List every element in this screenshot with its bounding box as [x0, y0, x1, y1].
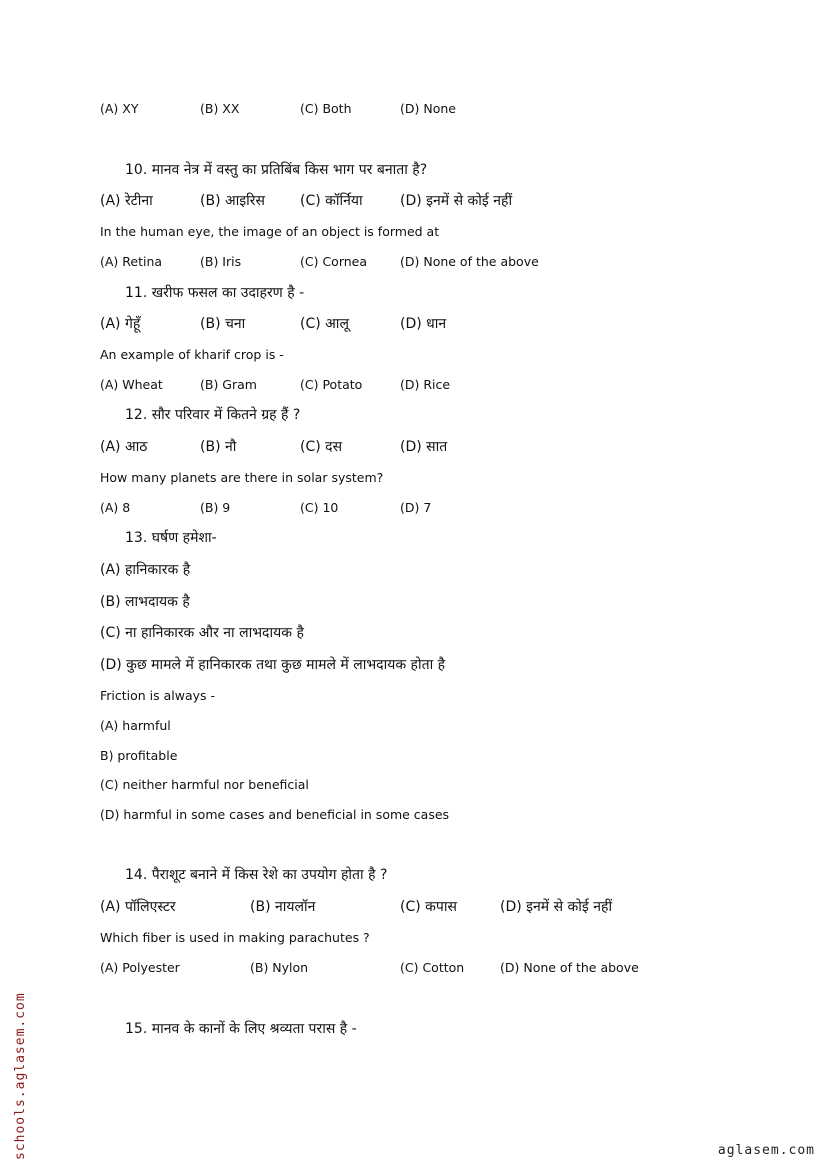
q13-hindi-option-a: (A) हानिकारक है: [100, 562, 191, 578]
q12-hindi-option-c: (C) दस: [300, 439, 343, 455]
q14-hindi-option-b: (B) नायलॉन: [250, 899, 316, 915]
q14-hindi-option-c: (C) कपास: [400, 899, 457, 915]
q9-option-c: (C) Both: [300, 101, 352, 116]
q13-english-option-a: (A) harmful: [100, 718, 171, 733]
q11-english-option-b: (B) Gram: [200, 377, 257, 392]
q10-hindi-option-c: (C) कॉर्निया: [300, 193, 363, 209]
q11-hindi-option-c: (C) आलू: [300, 316, 349, 332]
q12-hindi-question: 12. सौर परिवार में कितने ग्रह हैं ?: [125, 407, 301, 423]
q14-english-option-d: (D) None of the above: [500, 960, 639, 975]
q10-hindi-options: [100, 191, 700, 211]
q10-hindi-option-a: (A) रेटीना: [100, 193, 153, 209]
q10-hindi-question: 10. मानव नेत्र में वस्तु का प्रतिबिंब किस भाग पर बनाता है?: [125, 162, 428, 178]
q15-hindi-question: 15. मानव के कानों के लिए श्रव्यता परास है -: [125, 1021, 357, 1037]
q14-hindi-options: [100, 897, 700, 917]
q10-english-option-d: (D) None of the above: [400, 254, 539, 269]
q10-english-option-c: (C) Cornea: [300, 254, 368, 269]
q11-english-option-d: (D) Rice: [400, 377, 451, 392]
q13-english-question: Friction is always -: [100, 688, 216, 703]
q14-english-option-b: (B) Nylon: [250, 960, 309, 975]
q12-hindi-option-a: (A) आठ: [100, 439, 148, 455]
q13-english-option-d: (D) harmful in some cases and beneficial in some cases: [100, 807, 450, 822]
q14-hindi-option-d: (D) इनमें से कोई नहीं: [500, 899, 613, 915]
q11-hindi-options: [100, 314, 700, 334]
q10-english-options: [100, 252, 700, 272]
q10-hindi-option-b: (B) आइरिस: [200, 193, 265, 209]
q13-hindi-option-d: (D) कुछ मामले में हानिकारक तथा कुछ मामले में लाभदायक होता है: [100, 657, 446, 673]
q12-hindi-option-b: (B) नौ: [200, 439, 237, 455]
q12-english-option-b: (B) 9: [200, 500, 231, 515]
q9-option-d: (D) None: [400, 101, 456, 116]
q12-english-option-c: (C) 10: [300, 500, 339, 515]
footer-watermark: aglasem.com: [717, 1143, 815, 1158]
q9-options: [100, 99, 700, 119]
q14-english-option-a: (A) Polyester: [100, 960, 180, 975]
q13-hindi-option-c: (C) ना हानिकारक और ना लाभदायक है: [100, 625, 304, 641]
q11-hindi-option-b: (B) चना: [200, 316, 246, 332]
q13-hindi-option-b: (B) लाभदायक है: [100, 594, 190, 610]
side-watermark: schools.aglasem.com: [13, 992, 28, 1160]
q12-hindi-option-d: (D) सात: [400, 439, 448, 455]
q9-option-b: (B) XX: [200, 101, 240, 116]
q12-english-option-a: (A) 8: [100, 500, 131, 515]
q14-hindi-question: 14. पैराशूट बनाने में किस रेशे का उपयोग होता है ?: [125, 867, 388, 883]
q10-english-option-a: (A) Retina: [100, 254, 163, 269]
q10-english-question: In the human eye, the image of an object is formed at: [100, 224, 440, 239]
q11-english-option-c: (C) Potato: [300, 377, 363, 392]
q9-option-a: (A) XY: [100, 101, 139, 116]
q11-english-options: [100, 375, 700, 395]
q14-english-question: Which fiber is used in making parachutes ?: [100, 930, 370, 945]
q12-english-question: How many planets are there in solar system?: [100, 470, 384, 485]
q14-english-options: [100, 958, 700, 978]
q10-english-option-b: (B) Iris: [200, 254, 242, 269]
q10-hindi-option-d: (D) इनमें से कोई नहीं: [400, 193, 513, 209]
q11-hindi-option-a: (A) गेहूँ: [100, 316, 141, 332]
q13-english-option-c: (C) neither harmful nor beneficial: [100, 777, 309, 792]
q11-english-option-a: (A) Wheat: [100, 377, 163, 392]
q12-english-options: [100, 498, 700, 518]
q11-english-question: An example of kharif crop is -: [100, 347, 284, 362]
q12-english-option-d: (D) 7: [400, 500, 432, 515]
q14-hindi-option-a: (A) पॉलिएस्टर: [100, 899, 176, 915]
q14-english-option-c: (C) Cotton: [400, 960, 465, 975]
q11-hindi-option-d: (D) धान: [400, 316, 447, 332]
q13-english-option-b: B) profitable: [100, 748, 178, 763]
q11-hindi-question: 11. खरीफ फसल का उदाहरण है -: [125, 285, 305, 301]
q12-hindi-options: [100, 437, 700, 457]
q13-hindi-question: 13. घर्षण हमेशा-: [125, 530, 217, 546]
